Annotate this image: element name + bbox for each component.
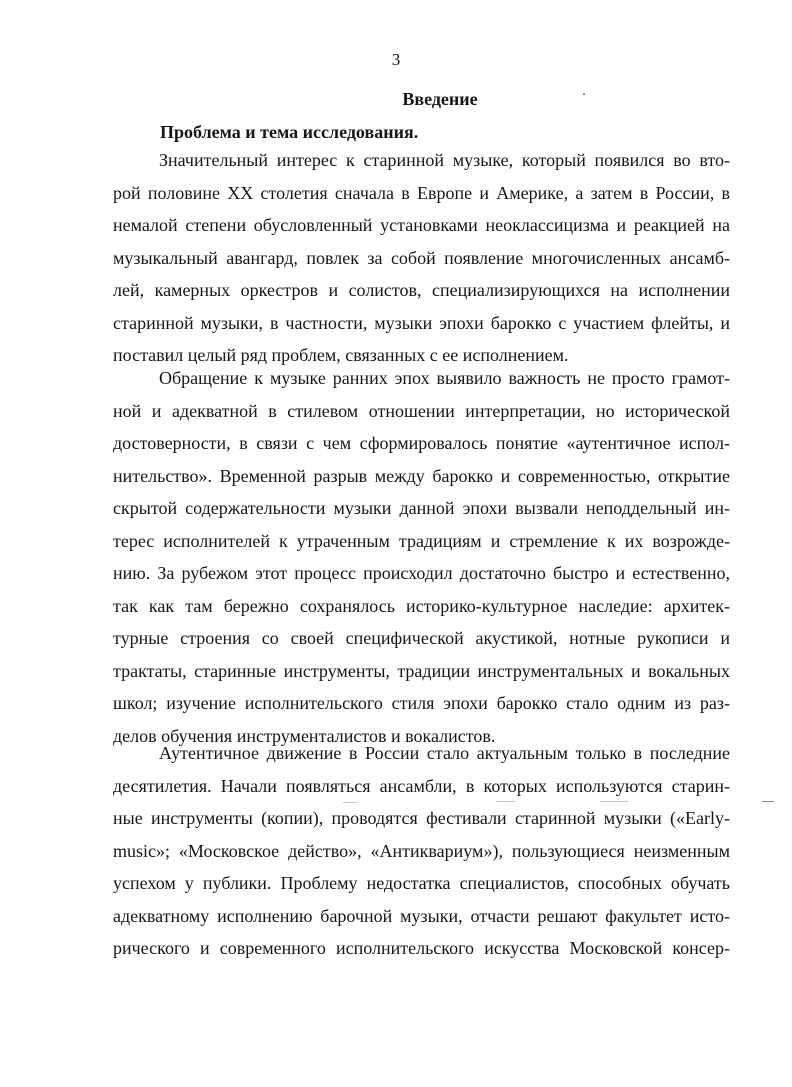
paragraph-1 — [113, 144, 730, 372]
section-subheading: Проблема и тема исследования. — [160, 122, 419, 142]
paragraph-line: ной и адекватной в стилевом отношении интерпретации, но исторической — [113, 400, 730, 421]
scan-speck — [600, 801, 628, 802]
scan-speck — [762, 801, 774, 802]
paragraph-line: скрытой содержательности музыки данной эпохи вызвали неподдельный ин- — [113, 498, 730, 518]
paragraph-line: адекватному исполнению барочной музыки, отчасти решают факультет исто- — [113, 905, 730, 926]
paragraph-line: так как там бережно сохранялось историко-культурное наследие: архитек- — [113, 595, 730, 616]
scan-speck — [497, 801, 515, 802]
paragraph-2 — [113, 362, 730, 752]
paragraph-line: нию. За рубежом этот процесс происходил достаточно быстро и естественно, — [113, 563, 730, 583]
paragraph-line: поставил целый ряд проблем, связанных с ее исполнением. — [113, 345, 569, 365]
paragraph-line: Значительный интерес к старинной музыке, который появился во вто- — [159, 150, 730, 170]
paragraph-line: нительство». Временной разрыв между барокко и современностью, открытие — [113, 465, 730, 486]
scan-speck — [343, 802, 357, 803]
paragraph-line: Аутентичное движение в России стало актуальным только в последние — [159, 743, 730, 763]
paragraph-line: делов обучения инструменталистов и вокалистов. — [113, 725, 496, 746]
paragraph-line: школ; изучение исполнительского стиля эпохи барокко стало одним из раз- — [113, 693, 730, 713]
paragraph-line: немалой степени обусловленный установками неоклассицизма и реакцией на — [113, 215, 730, 235]
page-number: 3 — [391, 50, 401, 69]
paragraph-line: рой половине XX столетия сначала в Европе и Америке, а затем в России, в — [113, 182, 730, 203]
paragraph-line: лей, камерных оркестров и солистов, специализирующихся на исполнении — [113, 280, 730, 300]
paragraph-line: десятилетия. Начали появляться ансамбли, в которых используются старин- — [113, 775, 730, 796]
paragraph-line: трактаты, старинные инструменты, традиции инструментальных и вокальных — [113, 660, 730, 681]
paragraph-line: терес исполнителей к утраченным традициям и стремление к их возрожде- — [113, 530, 730, 551]
section-heading: Введение — [402, 89, 478, 109]
paragraph-line: Обращение к музыке ранних эпох выявило важность не просто грамот- — [159, 368, 730, 388]
paragraph-line: музыкальный авангард, повлек за собой появление многочисленных ансамб- — [113, 247, 730, 268]
paragraph-line: рического и современного исполнительского искусства Московской консер- — [113, 938, 730, 958]
paragraph-line: старинной музыки, в частности, музыки эпохи барокко с участием флейты, и — [113, 312, 730, 333]
paragraph-3 — [113, 737, 730, 965]
paragraph-line: успехом у публики. Проблему недостатка специалистов, способных обучать — [113, 873, 730, 893]
paragraph-line: music»; «Московское действо», «Антиквариум»), пользующиеся неизменным — [113, 840, 730, 861]
paragraph-line: достоверности, в связи с чем сформировалось понятие «аутентичное испол- — [113, 433, 730, 453]
paragraph-line: ные инструменты (копии), проводятся фестивали старинной музыки («Early- — [113, 808, 730, 828]
paragraph-line: турные строения со своей специфической акустикой, нотные рукописи и — [113, 628, 730, 648]
scan-speck — [583, 93, 585, 95]
